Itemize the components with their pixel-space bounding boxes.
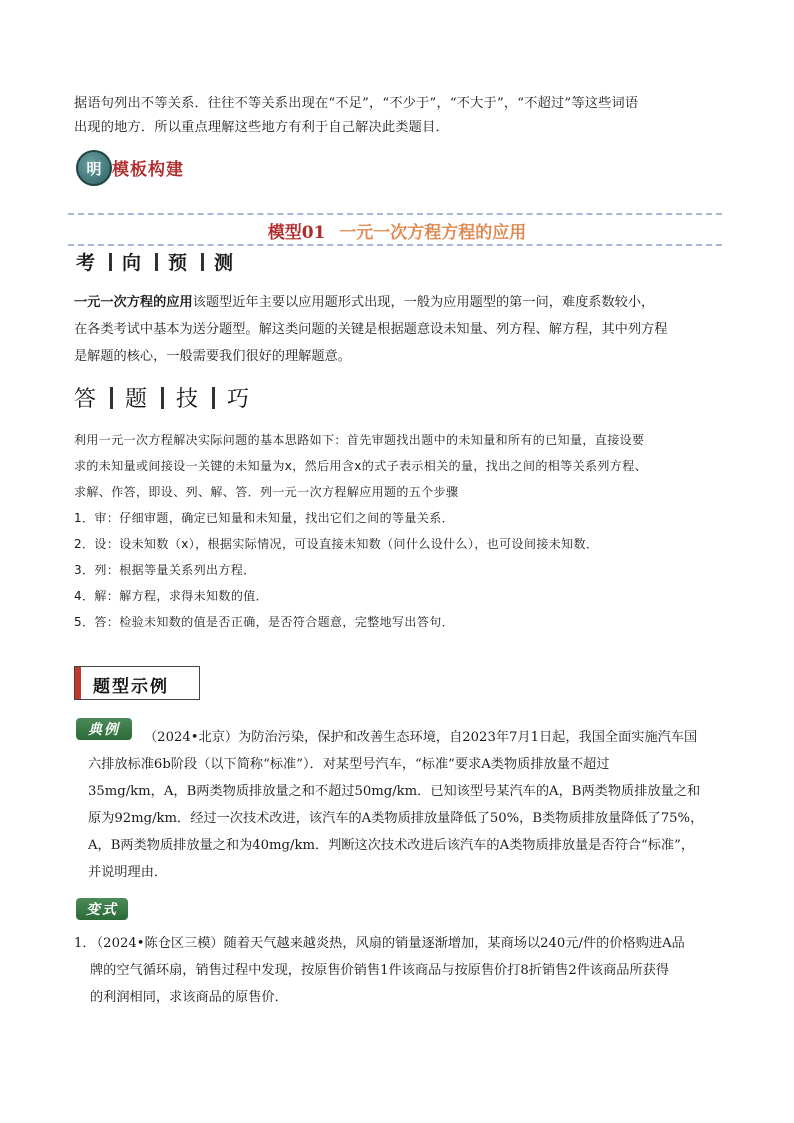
model-title-name: 一元一次方程方程的应用: [339, 223, 527, 243]
forecast-bold-term: 一元一次方程的应用: [74, 295, 193, 310]
divider-bar: [155, 253, 158, 271]
tips-line: 求解、作答，即设、列、解、答．列一元一次方程解应用题的五个步骤: [74, 485, 459, 499]
section-badge-icon: 明: [76, 150, 112, 186]
section-header-label: 模板构建: [112, 160, 184, 180]
divider-bar: [212, 387, 215, 409]
question-types-accent: [75, 667, 81, 699]
heading-char: 题: [125, 387, 150, 412]
question-types-box: [74, 666, 200, 700]
forecast-line-3: 是解题的核心，一般需要我们很好的理解题意。: [74, 349, 351, 364]
forecast-line-1: 该题型近年主要以应用题形式出现，一般为应用题型的第一问，难度系数较小，: [192, 295, 655, 310]
variant-problem: [74, 930, 738, 1011]
tips-line: 利用一元一次方程解决实际问题的基本思路如下：首先审题找出题中的未知量和所有的已知量，直接设要: [74, 433, 645, 447]
heading-exam-forecast: [76, 248, 237, 275]
intro-paragraph: [74, 92, 734, 140]
forecast-paragraph: [74, 289, 736, 370]
divider-bar: [201, 253, 204, 271]
intro-line-2: 出现的地方．所以重点理解这些地方有利于自己解决此类题目．: [74, 120, 449, 135]
variant-tag: 变式: [76, 898, 128, 920]
section-header-template: [76, 150, 208, 184]
variant-line-1: （2024•陈仓区三模）随着天气越来越炎热，风扇的销量逐渐增加，某商场以240元/件的价格购进A品: [90, 936, 685, 951]
variant-number: 1．: [74, 936, 96, 951]
example-line-2: 六排放标准6b阶段（以下简称“标准”）．对某型号汽车，“标准”要求A类物质排放量不超过: [88, 757, 610, 772]
tips-step-5: 5．答：检验未知数的值是否正确，是否符合题意，完整地写出答句．: [74, 615, 455, 629]
model-title-prefix: 模型01: [267, 223, 326, 243]
example-line-5: A，B两类物质排放量之和为40mg/km．判断这次技术改进后该汽车的A类物质排放量是否符合“标准”，: [88, 838, 695, 853]
dashed-divider-bottom: [68, 244, 722, 246]
heading-char: 预: [168, 252, 192, 274]
example-problem: [88, 724, 740, 886]
divider-bar: [161, 387, 164, 409]
tips-step-4: 4．解：解方程，求得未知数的值．: [74, 589, 269, 603]
heading-char: 向: [122, 252, 146, 274]
forecast-line-2: 在各类考试中基本为送分题型。解这类问题的关键是根据题意设未知量、列方程、解方程，其中列方程: [74, 322, 668, 337]
example-tag: 典例: [76, 718, 132, 740]
tips-step-3: 3．列：根据等量关系列出方程．: [74, 563, 256, 577]
tips-step-2: 2．设：设未知数（x），根据实际情况，可设直接未知数（问什么设什么），也可设间接未知数．: [74, 537, 599, 551]
heading-char: 技: [176, 387, 201, 412]
tips-step-1: 1．审：仔细审题，确定已知量和未知量，找出它们之间的等量关系．: [74, 511, 455, 525]
heading-char: 巧: [227, 387, 252, 412]
example-line-1: （2024•北京）为防治污染，保护和改善生态环境，自2023年7月1日起，我国全面实施汽车国: [144, 730, 698, 745]
example-line-4: 原为92mg/km．经过一次技术改进，该汽车的A类物质排放量降低了50%，B类物质排放量降低了75%，: [88, 811, 704, 826]
divider-bar: [109, 253, 112, 271]
example-line-6: 并说明理由．: [88, 865, 168, 880]
question-types-label: 题型示例: [93, 677, 169, 697]
heading-answer-tips: [74, 382, 251, 413]
divider-bar: [110, 387, 113, 409]
heading-char: 答: [74, 387, 99, 412]
model-title: [0, 218, 794, 243]
heading-char: 测: [214, 252, 238, 274]
tips-line: 求的未知量或间接设一关键的未知量为x，然后用含x的式子表示相关的量，找出之间的相等关系列方程、: [74, 459, 648, 473]
tips-paragraph: [74, 427, 738, 635]
example-line-3: 35mg/km，A，B两类物质排放量之和不超过50mg/km．已知该型号某汽车的A，B两类物质排放量之和: [88, 784, 701, 799]
dashed-divider-top: [68, 213, 722, 215]
variant-line-3: 的利润相同，求该商品的原售价．: [90, 990, 288, 1005]
variant-line-2: 牌的空气循环扇，销售过程中发现，按原售价销售1件该商品与按原售价打8折销售2件该商品所获得: [90, 963, 670, 978]
heading-char: 考: [76, 252, 100, 274]
intro-line-1: 据语句列出不等关系．往往不等关系出现在“不足”，“不少于”，“不大于”，“不超过”等这些词语: [74, 96, 639, 111]
